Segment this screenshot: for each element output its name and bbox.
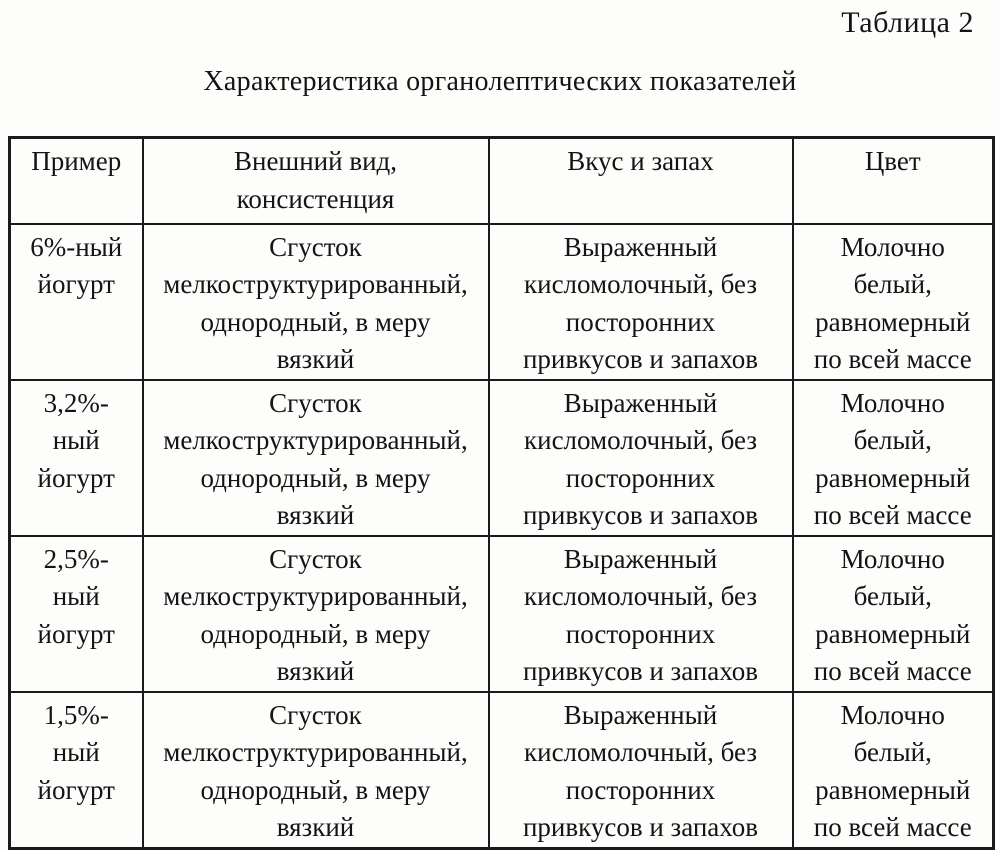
- col-header-example: Пример: [10, 138, 143, 224]
- cell-taste: Выраженный кисломолочный, без посторонних привкусов и запахов: [489, 224, 793, 380]
- col-header-taste: Вкус и запах: [489, 138, 793, 224]
- col-header-color: Цвет: [793, 138, 994, 224]
- col-header-appearance: Внешний вид, консистенция: [143, 138, 489, 224]
- table-caption: Таблица 2: [841, 6, 974, 39]
- cell-example: 6%-ный йогурт: [10, 224, 143, 380]
- cell-appearance: Сгусток мелкоструктурированный, однородный, в меру вязкий: [143, 224, 489, 380]
- cell-appearance: Сгусток мелкоструктурированный, однородный, в меру вязкий: [143, 692, 489, 849]
- cell-appearance: Сгусток мелкоструктурированный, однородный, в меру вязкий: [143, 536, 489, 692]
- cell-example: 2,5%- ный йогурт: [10, 536, 143, 692]
- organoleptic-table: [8, 136, 995, 850]
- cell-example: 1,5%- ный йогурт: [10, 692, 143, 849]
- cell-example: 3,2%- ный йогурт: [10, 380, 143, 536]
- header-row: [10, 138, 994, 224]
- cell-taste: Выраженный кисломолочный, без посторонних привкусов и запахов: [489, 536, 793, 692]
- cell-color: Молочно белый, равномерный по всей массе: [793, 692, 994, 849]
- cell-taste: Выраженный кисломолочный, без посторонних привкусов и запахов: [489, 380, 793, 536]
- cell-color: Молочно белый, равномерный по всей массе: [793, 224, 994, 380]
- cell-color: Молочно белый, равномерный по всей массе: [793, 536, 994, 692]
- document-title: Характеристика органолептических показателей: [203, 66, 797, 97]
- table-row: [10, 692, 994, 849]
- cell-taste: Выраженный кисломолочный, без посторонних привкусов и запахов: [489, 692, 793, 849]
- table-row: [10, 380, 994, 536]
- cell-color: Молочно белый, равномерный по всей массе: [793, 380, 994, 536]
- cell-appearance: Сгусток мелкоструктурированный, однородный, в меру вязкий: [143, 380, 489, 536]
- table-row: [10, 536, 994, 692]
- table-row: [10, 224, 994, 380]
